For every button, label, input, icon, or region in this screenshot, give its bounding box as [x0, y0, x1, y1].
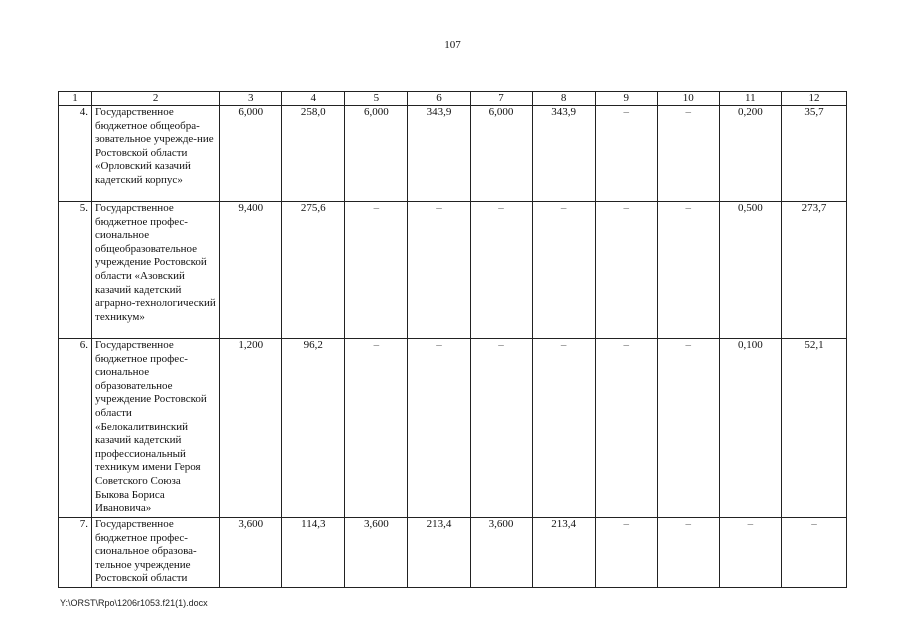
cell-col-3: 1,200 — [220, 339, 282, 518]
cell-col-7: – — [470, 339, 532, 518]
cell-col-5: 3,600 — [345, 518, 408, 588]
column-header: 8 — [532, 92, 595, 106]
cell-col-12: – — [781, 518, 846, 588]
cell-col-3: 3,600 — [220, 518, 282, 588]
cell-col-8: – — [532, 202, 595, 339]
table-row — [59, 106, 847, 202]
cell-col-4: 114,3 — [282, 518, 345, 588]
cell-col-9: – — [595, 202, 657, 339]
cell-col-6: – — [408, 202, 470, 339]
cell-col-8: 213,4 — [532, 518, 595, 588]
row-number: 5. — [59, 202, 92, 339]
cell-col-6: – — [408, 339, 470, 518]
cell-col-10: – — [657, 518, 719, 588]
cell-col-6: 213,4 — [408, 518, 470, 588]
cell-col-6: 343,9 — [408, 106, 470, 202]
cell-col-4: 275,6 — [282, 202, 345, 339]
cell-col-5: – — [345, 339, 408, 518]
cell-col-9: – — [595, 106, 657, 202]
institution-name: Государственное бюджетное профес-сиональное образова-тельное учреждение Ростовской области — [92, 518, 220, 588]
cell-col-7: 6,000 — [470, 106, 532, 202]
cell-col-7: 3,600 — [470, 518, 532, 588]
cell-col-5: – — [345, 202, 408, 339]
page-number: 107 — [444, 39, 461, 51]
column-header: 1 — [59, 92, 92, 106]
cell-col-11: 0,500 — [719, 202, 781, 339]
table-row — [59, 202, 847, 339]
institution-name: Государственное бюджетное общеобра-зовательное учрежде-ние Ростовской области «Орловский казачий кадетский корпус» — [92, 106, 220, 202]
budget-table — [58, 91, 847, 588]
cell-col-10: – — [657, 339, 719, 518]
table-row — [59, 339, 847, 518]
cell-col-5: 6,000 — [345, 106, 408, 202]
cell-col-11: 0,200 — [719, 106, 781, 202]
column-header: 4 — [282, 92, 345, 106]
column-header: 6 — [408, 92, 470, 106]
header-row — [59, 92, 847, 106]
row-number: 4. — [59, 106, 92, 202]
cell-col-11: 0,100 — [719, 339, 781, 518]
column-header: 3 — [220, 92, 282, 106]
column-header: 10 — [657, 92, 719, 106]
cell-col-10: – — [657, 202, 719, 339]
cell-col-8: – — [532, 339, 595, 518]
column-header: 12 — [781, 92, 846, 106]
cell-col-4: 96,2 — [282, 339, 345, 518]
row-number: 6. — [59, 339, 92, 518]
cell-col-9: – — [595, 339, 657, 518]
cell-col-8: 343,9 — [532, 106, 595, 202]
cell-col-12: 52,1 — [781, 339, 846, 518]
institution-name: Государственное бюджетное профес-сиональное общеобразовательное учреждение Ростовской области «Азовский казачий кадетский аграрно-технологический техникум» — [92, 202, 220, 339]
cell-col-7: – — [470, 202, 532, 339]
table-row — [59, 518, 847, 588]
row-number: 7. — [59, 518, 92, 588]
file-path-footer: Y:\ORST\Rpo\1206r1053.f21(1).docx — [60, 598, 208, 608]
column-header: 2 — [92, 92, 220, 106]
column-header: 5 — [345, 92, 408, 106]
cell-col-4: 258,0 — [282, 106, 345, 202]
cell-col-3: 6,000 — [220, 106, 282, 202]
cell-col-10: – — [657, 106, 719, 202]
cell-col-12: 35,7 — [781, 106, 846, 202]
column-header: 9 — [595, 92, 657, 106]
cell-col-3: 9,400 — [220, 202, 282, 339]
cell-col-9: – — [595, 518, 657, 588]
institution-name: Государственное бюджетное профес-сиональное образовательное учреждение Ростовской области «Белокалитвинский казачий кадетский профессиональный техникум имени Героя Советского Союза Быкова Бориса Ивановича» — [92, 339, 220, 518]
column-header: 7 — [470, 92, 532, 106]
cell-col-12: 273,7 — [781, 202, 846, 339]
column-header: 11 — [719, 92, 781, 106]
cell-col-11: – — [719, 518, 781, 588]
